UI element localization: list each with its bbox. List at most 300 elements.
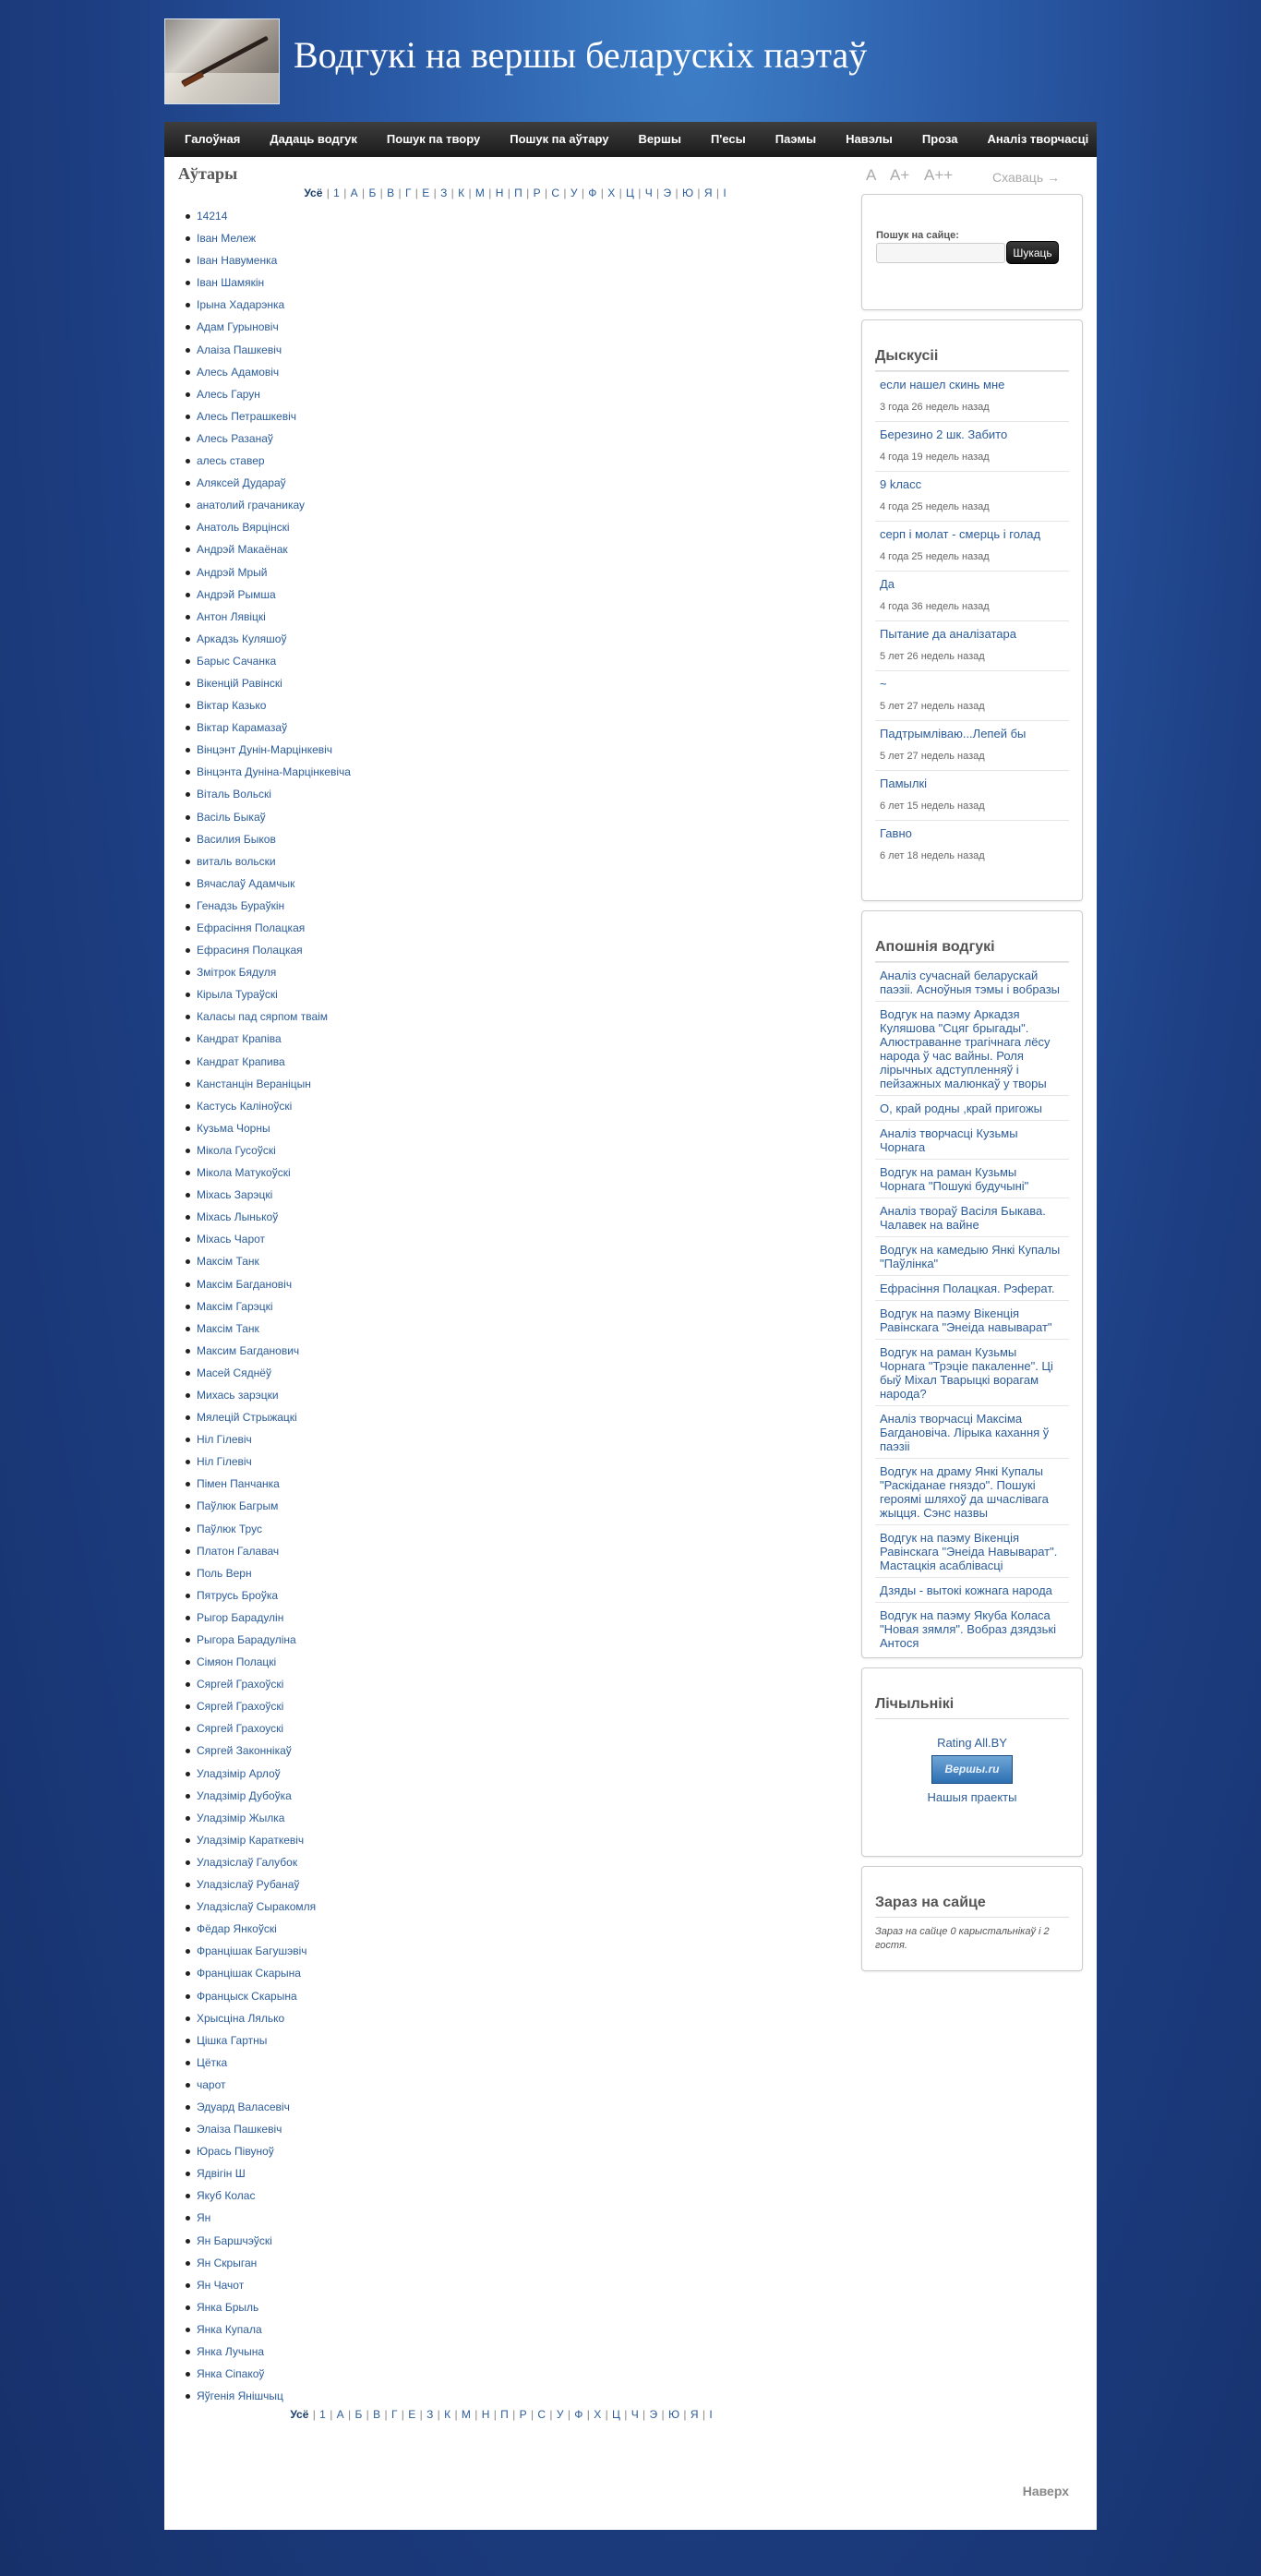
author-link[interactable]: Янка Сіпакоў [197,2367,265,2381]
author-link[interactable]: Ядвігін Ш [197,2167,246,2181]
author-link[interactable]: Янка Брыль [197,2300,259,2314]
back-to-top-link[interactable]: Наверх [1022,2484,1069,2498]
list-item [196,2007,852,2029]
pager-top-letter-5[interactable]: Г [404,187,412,199]
list-item [196,1851,852,1873]
list-item [196,2274,852,2296]
author-link[interactable]: Масей Сяднёў [197,1366,271,1379]
author-link[interactable]: Віктар Карамазаў [197,721,288,735]
header [164,0,1097,122]
rating-counter-image[interactable]: Rating All.BY [937,1736,1007,1750]
author-link[interactable]: Васіль Быкаў [197,810,266,824]
discussions-title: Дыскусіі [875,348,1069,371]
main-column [178,164,852,2407]
author-link[interactable]: Уладзіслаў Галубок [197,1855,298,1869]
verses-counter-badge[interactable]: Вершы.ru [931,1755,1013,1784]
pager-bottom-letter-0[interactable]: Усё [290,2408,309,2421]
author-link[interactable]: Ірына Хадарэнка [197,298,285,312]
author-link[interactable]: Іван Шамякін [197,276,265,290]
author-link[interactable]: Іван Навуменка [197,254,278,268]
list-item [196,873,852,895]
discussion-item [875,820,1069,870]
recent-review-link[interactable]: Аналіз твораў Васіля Быкава. Чалавек на вайне [875,1198,1069,1236]
author-link[interactable]: Максим Багданович [197,1343,300,1357]
alphabet-separator: | [395,187,404,199]
pager-bottom-letter-6[interactable]: Е [408,2408,416,2421]
list-item [196,1340,852,1362]
pager-bottom-letter-19[interactable]: Э [649,2408,658,2421]
nav-item-8[interactable]: Проза [921,132,958,146]
list-item [196,1717,852,1739]
search-label: Пошук на сайце: [876,230,959,241]
alphabet-pager-top [178,187,852,201]
author-link[interactable]: Уладзімір Арлоў [197,1766,281,1780]
pager-bottom-letter-3[interactable]: Б [354,2408,363,2421]
list-item [196,2207,852,2229]
author-link[interactable]: Уладзімір Караткевіч [197,1833,305,1847]
author-link[interactable]: виталь вольски [197,854,276,868]
author-link[interactable]: Аляксей Дударaў [197,476,286,490]
pager-top-letter-3[interactable]: Б [368,187,377,199]
list-item [196,850,852,873]
pager-bottom-letter-18[interactable]: Ч [630,2408,639,2421]
list-item [196,1985,852,2007]
list-item [196,1117,852,1139]
alphabet-separator: | [509,2408,519,2421]
pager-bottom-letter-21[interactable]: Я [690,2408,699,2421]
pager-top-letter-4[interactable]: В [387,187,395,199]
discussion-timestamp: 3 года 26 недель назад [880,402,990,413]
list-item [196,1228,852,1250]
pager-top-letter-22[interactable]: І [723,187,727,199]
discussion-title-link[interactable]: Падтрымліваю...Лепей бы [880,727,1027,740]
pager-bottom-letter-15[interactable]: Ф [574,2408,583,2421]
pager-top-letter-0[interactable]: Усё [304,187,323,199]
author-link[interactable]: Ефрасиня Полацкая [197,944,303,957]
content-area [164,157,1097,2530]
pager-bottom-letter-13[interactable]: С [537,2408,546,2421]
author-link[interactable]: Сяргей Законнікаў [197,1744,292,1758]
list-item [196,561,852,584]
site-logo[interactable] [164,18,280,104]
author-link[interactable]: Вінцэнт Дунін-Марцінкевіч [197,743,333,757]
author-link[interactable]: Ян Баршчэўскі [197,2233,272,2247]
alphabet-pager-bottom [164,2408,838,2423]
list-item [196,2185,852,2207]
recent-review-link[interactable]: Водгук на паэму Вікенція Равінскага "Энеіда навыварат" [875,1300,1069,1339]
author-link[interactable]: Яўгенія Янішчыц [197,2389,283,2403]
list-item [196,205,852,227]
alphabet-separator: | [616,187,626,199]
author-link[interactable]: Ян [197,2211,211,2225]
author-link[interactable]: Алесь Разанаў [197,431,273,445]
list-item [196,1584,852,1607]
search-button[interactable]: Шукаць [1006,241,1059,264]
nav-item-7[interactable]: Навэлы [846,132,893,146]
author-link[interactable]: Василия Быков [197,832,276,846]
pager-top-letter-13[interactable]: С [551,187,560,199]
alphabet-separator: | [416,2408,426,2421]
pager-bottom-letter-14[interactable]: У [556,2408,564,2421]
list-item [196,1295,852,1318]
alphabet-separator: | [363,2408,373,2421]
author-link[interactable]: алесь ставер [197,454,265,468]
author-link[interactable]: Мялецій Стрыжацкі [197,1411,297,1425]
author-link[interactable]: Францішак Скарына [197,1967,301,1980]
discussion-item [875,670,1069,720]
author-link[interactable]: Янка Купала [197,2322,262,2336]
author-link[interactable]: Уладзіслаў Рубанаў [197,1878,300,1892]
author-link[interactable]: Юрась Пiвуноў [197,2145,274,2159]
list-item [196,1073,852,1095]
list-item [196,1362,852,1384]
author-link[interactable]: Кузьма Чорны [197,1121,270,1135]
author-link[interactable]: анатолий грачаникау [197,499,305,512]
author-link[interactable]: Элаіза Пашкевіч [197,2123,282,2137]
recent-review-link[interactable]: Водгук на камедыю Янкі Купалы "Паўлінка" [875,1236,1069,1275]
discussion-timestamp: 6 лет 15 недель назад [880,800,985,812]
pager-bottom-letter-10[interactable]: Н [481,2408,490,2421]
pager-top-letter-12[interactable]: Р [533,187,541,199]
pager-top-letter-21[interactable]: Я [703,187,713,199]
list-item [196,1695,852,1717]
author-link[interactable]: Алесь Адамовіч [197,365,280,379]
author-link[interactable]: Сяргей Грахоўскi [197,1700,284,1714]
our-projects-link[interactable]: Нашыя праекты [927,1790,1017,1804]
list-item [196,961,852,983]
online-block [861,1866,1083,1971]
alphabet-separator: | [465,187,474,199]
alphabet-separator: | [340,187,350,199]
author-link[interactable]: Вінцэнта Дуніна-Марцінкевіча [197,765,351,779]
discussion-timestamp: 4 года 25 недель назад [880,551,990,562]
pager-top-letter-9[interactable]: М [474,187,485,199]
list-item [196,983,852,1005]
author-link[interactable]: Адам Гурыновіч [197,320,279,334]
author-link[interactable]: Максім Багдановіч [197,1277,293,1291]
discussion-title-link[interactable]: Березино 2 шк. Забито [880,427,1008,441]
author-link[interactable]: Янка Лучына [197,2345,265,2358]
author-link[interactable]: Фёдар Янкоўскі [197,1922,277,1936]
author-link[interactable]: Францішак Багушэвіч [197,1944,307,1958]
pager-top-letter-14[interactable]: У [570,187,578,199]
author-link[interactable]: Уладзіслаў Сыракомля [197,1900,317,1914]
pager-top-letter-8[interactable]: К [458,187,465,199]
alphabet-separator: | [381,2408,390,2421]
nav-item-2[interactable]: Пошук па твору [386,132,481,146]
alphabet-separator: | [620,2408,630,2421]
pager-top-letter-17[interactable]: Ц [626,187,634,199]
author-link[interactable]: Михась зарэцки [197,1388,279,1402]
discussion-timestamp: 6 лет 18 недель назад [880,850,985,861]
author-link[interactable]: Ніл Гілевіч [197,1433,252,1447]
pager-bottom-letter-16[interactable]: Х [594,2408,602,2421]
pager-top-letter-11[interactable]: П [514,187,522,199]
alphabet-separator: | [602,2408,612,2421]
pager-top-letter-2[interactable]: А [350,187,358,199]
list-item [196,1807,852,1829]
alphabet-separator: | [564,2408,574,2421]
online-status-text: Зараз на сайце 0 карыстальнікаў і 2 гостя. [875,1926,1050,1951]
page-title: Аўтары [178,164,238,183]
author-link[interactable]: Кандрат Крапива [197,1054,285,1068]
list-item [196,316,852,338]
alphabet-separator: | [451,2408,461,2421]
font-size-xlarge-button[interactable]: A++ [924,166,954,184]
pager-bottom-letter-11[interactable]: П [500,2408,509,2421]
recent-review-link[interactable]: Водгук на паэму Аркадзя Куляшова "Сцяг брыгады". Алюстраванне трагічнага лёсу народа ў час вайны. Роля лірычных адступленняў і пейзажных малюнкаў у творы [875,1001,1069,1095]
list-item [196,2385,852,2407]
recent-review-link[interactable]: Водгук на драму Янкі Купалы "Раскіданае гняздо". Пошукі героямі шляхоў да шчаслівага жыцця. Сэнс назвы [875,1458,1069,1524]
discussion-title-link[interactable]: ~ [880,677,887,691]
pager-bottom-letter-17[interactable]: Ц [612,2408,620,2421]
recent-review-link[interactable]: Аналіз сучаснай беларускай паэзіі. Асноўныя тэмы і вобразы [875,962,1069,1001]
author-link[interactable]: Ян Скрыган [197,2256,258,2269]
list-item [196,2140,852,2162]
author-link[interactable]: Вячаслаў Адамчык [197,876,295,890]
recent-review-link[interactable]: Водгук на паэму Якуба Коласа "Новая зямля". Вобраз дзядзькі Антося [875,1602,1069,1655]
pager-top-letter-10[interactable]: Н [495,187,504,199]
recent-review-link[interactable]: Аналіз творчасці Максіма Багдановіча. Лірыка кахання ў паэзіі [875,1405,1069,1458]
hide-sidebar-link[interactable]: Схаваць → [992,170,1061,185]
nav-item-1[interactable]: Дадаць водгук [270,132,357,146]
alphabet-separator: | [398,2408,408,2421]
list-item [196,1473,852,1495]
discussion-item [875,371,1069,421]
nav-item-0[interactable]: Галоўная [185,132,241,146]
list-item [196,1607,852,1629]
author-link[interactable]: Рыгор Барадулін [197,1610,284,1624]
discussion-timestamp: 5 лет 26 недель назад [880,651,985,662]
discussion-title-link[interactable]: если нашел скинь мне [880,378,1005,391]
recent-review-link[interactable]: Ефрасіння Полацкая. Рэферат. [875,1275,1069,1300]
search-block [861,194,1083,310]
author-link[interactable]: Поль Верн [197,1566,252,1580]
list-item [196,917,852,939]
list-item [196,450,852,472]
list-item [196,249,852,271]
alphabet-separator: | [448,187,458,199]
author-link[interactable]: Францыск Скарына [197,1989,297,2003]
alphabet-separator: | [323,187,333,199]
recent-review-link[interactable]: Водгук на раман Кузьмы Чорнага "Пошукі будучыні" [875,1159,1069,1198]
alphabet-separator: | [634,187,644,199]
list-item [196,2341,852,2363]
author-link[interactable]: Генадзь Бураўкін [197,898,285,912]
author-link[interactable]: Канстанцін Вераніцын [197,1077,311,1090]
author-link[interactable]: Максім Танк [197,1255,259,1269]
font-size-large-button[interactable]: A+ [890,166,910,184]
author-link[interactable]: Цётка [197,2055,228,2069]
author-link[interactable]: Міхась Лынькоў [197,1210,279,1224]
author-link[interactable]: Ян Чачот [197,2278,245,2292]
author-link[interactable]: Алесь Гарун [197,387,260,401]
list-item [196,1384,852,1406]
author-link[interactable]: Кандрат Крапіва [197,1032,282,1046]
author-link[interactable]: Мікола Гусоўскі [197,1143,276,1157]
list-item [196,2052,852,2074]
alphabet-separator: | [541,187,551,199]
author-link[interactable]: Уладзімір Дубоўка [197,1788,292,1802]
list-item [196,628,852,650]
recent-review-link[interactable]: Дзяды - вытокі кожнага народа [875,1577,1069,1602]
author-link[interactable]: Аркадзь Куляшоў [197,632,287,645]
author-link[interactable]: Мікола Матукоўскі [197,1166,291,1180]
list-item [196,271,852,294]
alphabet-separator: | [578,187,588,199]
page-wrapper [164,0,1097,2498]
pager-bottom-letter-20[interactable]: Ю [667,2408,680,2421]
author-link[interactable]: Алаіза Пашкевіч [197,343,282,356]
list-item [196,1184,852,1206]
pager-top-letter-20[interactable]: Ю [681,187,694,199]
alphabet-separator: | [597,187,607,199]
author-link[interactable]: Алесь Петрашкевіч [197,409,296,423]
font-size-normal-button[interactable]: A [866,166,877,184]
pager-bottom-letter-4[interactable]: В [373,2408,381,2421]
list-item [196,1962,852,1984]
list-item [196,895,852,917]
author-link[interactable]: Віталь Вольскі [197,788,271,801]
pager-top-letter-19[interactable]: Э [663,187,672,199]
alphabet-separator: | [658,2408,667,2421]
alphabet-separator: | [412,187,422,199]
author-link[interactable]: Пятрусь Броўка [197,1588,279,1602]
list-item [196,1763,852,1785]
alphabet-separator: | [713,187,723,199]
pager-bottom-letter-22[interactable]: І [709,2408,713,2421]
pager-bottom-letter-12[interactable]: Р [519,2408,527,2421]
pager-bottom-letter-2[interactable]: А [336,2408,344,2421]
pager-top-letter-15[interactable]: Ф [588,187,597,199]
list-item [196,1873,852,1896]
author-link[interactable]: Максім Танк [197,1321,259,1335]
author-link[interactable]: Іван Мележ [197,232,257,246]
alphabet-separator: | [639,2408,649,2421]
list-item [196,1095,852,1117]
author-link[interactable]: Паўлюк Трус [197,1522,262,1535]
counters-block [861,1667,1083,1857]
author-link[interactable]: Уладзімір Жылка [197,1811,285,1824]
author-link[interactable]: Цішка Гартны [197,2033,268,2047]
alphabet-separator: | [358,187,368,199]
pager-bottom-letter-1[interactable]: 1 [319,2408,326,2421]
list-item [196,361,852,383]
recent-review-link[interactable]: Водгук на паэму Вікенція Равінскага "Энеіда Навыварат". Мастацкія асаблівасці [875,1524,1069,1577]
nav-item-5[interactable]: П'есы [710,132,746,146]
author-link[interactable]: Андрэй Макаёнак [197,543,288,557]
pager-bottom-letter-7[interactable]: З [426,2408,434,2421]
author-link[interactable]: Віктар Казько [197,699,267,713]
nav-item-9[interactable]: Аналіз творчасці [987,132,1089,146]
pager-bottom-letter-9[interactable]: М [461,2408,471,2421]
pager-top-letter-1[interactable]: 1 [333,187,340,199]
list-item [196,1406,852,1428]
author-link[interactable]: чарот [197,2077,226,2091]
discussions-block [861,319,1083,901]
alphabet-separator: | [672,187,681,199]
list-item [196,716,852,739]
search-input[interactable] [876,243,1005,263]
author-link[interactable]: Антон Лявіцкі [197,609,266,623]
discussion-item [875,571,1069,620]
discussion-title-link[interactable]: Гавно [880,826,912,840]
author-link[interactable]: Змітрок Бядуля [197,966,277,980]
author-link[interactable]: Кірыла Тураўскі [197,988,278,1002]
discussion-item [875,471,1069,521]
alphabet-separator: | [560,187,570,199]
nav-item-6[interactable]: Паэмы [775,132,817,146]
list-item [196,1629,852,1651]
author-link[interactable]: Вікенцій Равінскі [197,676,282,690]
author-link[interactable]: Сімяон Полацкі [197,1655,277,1669]
pager-bottom-letter-5[interactable]: Г [390,2408,398,2421]
discussion-item [875,770,1069,820]
nav-item-4[interactable]: Вершы [638,132,681,146]
site-title[interactable]: Водгукі на вершы беларускіх паэтаў [294,34,868,76]
author-link[interactable]: Максім Гарэцкі [197,1299,273,1313]
discussion-title-link[interactable]: серп і молат - смерць і голад [880,527,1041,541]
discussion-title-link[interactable]: 9 kласс [880,477,922,491]
author-link[interactable]: Паўлюк Багрым [197,1499,279,1513]
recent-review-link[interactable]: О, край родны ,край пригожы [875,1095,1069,1120]
list-item [196,1651,852,1673]
author-link[interactable]: Андрэй Мрый [197,565,268,579]
discussion-title-link[interactable]: Пытание да аналізатара [880,627,1016,641]
nav-item-3[interactable]: Пошук па аўтару [510,132,609,146]
sidebar [861,163,1083,1980]
discussion-title-link[interactable]: Памылкі [880,776,928,790]
recent-review-link[interactable]: Аналіз творчасці Кузьмы Чорнага [875,1120,1069,1159]
author-link[interactable]: Міхась Чарот [197,1233,266,1246]
author-link[interactable]: Кастусь Каліноўскі [197,1099,293,1113]
author-link[interactable]: Хрысціна Лялько [197,2011,285,2025]
pager-top-letter-18[interactable]: Ч [644,187,653,199]
author-link[interactable]: Сяргей Грахоўскі [197,1678,284,1691]
list-item [196,2118,852,2140]
pager-bottom-letter-8[interactable]: К [444,2408,451,2421]
pager-top-letter-7[interactable]: З [440,187,448,199]
author-link[interactable]: Андрэй Рымша [197,587,276,601]
list-item [196,2096,852,2118]
counters-title: Лічыльнікі [875,1696,1069,1719]
alphabet-separator: | [653,187,663,199]
author-link[interactable]: Сяргей Грахоускі [197,1722,284,1736]
list-item [196,227,852,249]
discussion-timestamp: 5 лет 27 недель назад [880,701,985,712]
recent-review-link[interactable]: Водгук на раман Кузьмы Чорнага "Трэціе пакаленне". Ці быў Міхал Тварыцкі ворагам народа? [875,1339,1069,1405]
pager-top-letter-6[interactable]: Е [422,187,430,199]
recent-reviews-block [861,910,1083,1658]
author-link[interactable]: Нiл Гiлевiч [197,1455,252,1469]
author-link[interactable]: Ефрасіння Полацкая [197,921,306,934]
author-link[interactable]: Барыс Сачанка [197,654,277,668]
list-item [196,1139,852,1162]
pager-top-letter-16[interactable]: Х [607,187,616,199]
author-link[interactable]: Якуб Колас [197,2189,256,2203]
author-link[interactable]: Анатоль Вярцінскі [197,521,290,535]
author-link[interactable]: Эдуард Валасевіч [197,2100,290,2113]
alphabet-separator: | [326,2408,336,2421]
author-link[interactable]: Платон Галавач [197,1544,280,1558]
author-link[interactable]: Каласы пад сярпом тваім [197,1010,329,1024]
discussions-list [875,371,1069,870]
author-link[interactable]: 14214 [197,210,228,223]
discussion-title-link[interactable]: Да [880,577,895,591]
author-link[interactable]: Міхась Зарэцкі [197,1188,273,1202]
author-link[interactable]: Рыгора Барадуліна [197,1633,296,1646]
author-link[interactable]: Пімен Панчанка [197,1477,280,1491]
